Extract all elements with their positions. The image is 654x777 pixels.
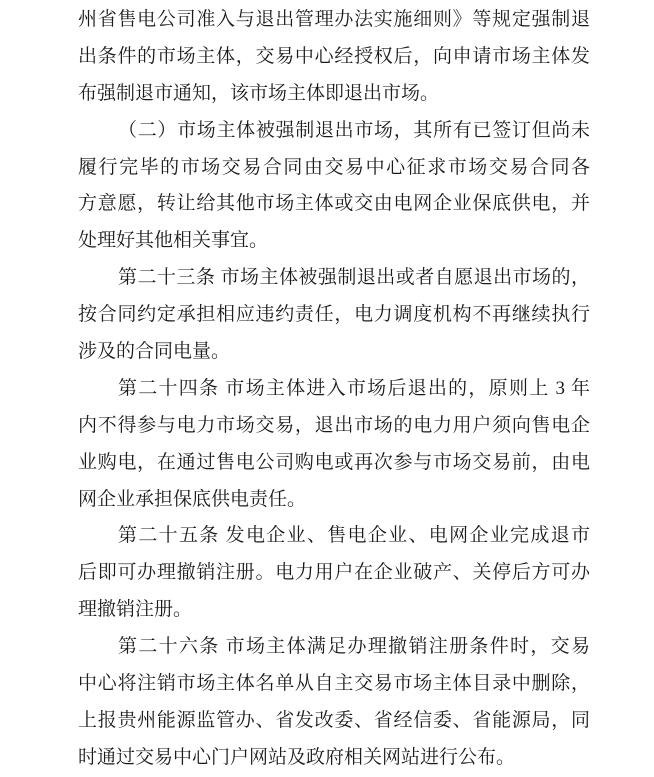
text-line: 第二十四条 市场主体进入市场后退出的，原则上 3 年 [118, 377, 590, 399]
para-article-24 [78, 371, 590, 519]
text-line: 上报贵州能源监管办、省发改委、省经信委、省能源局，同 [78, 709, 590, 731]
text-line: 内不得参与电力市场交易，退出市场的电力用户须向售电企 [78, 414, 590, 436]
text-line: 中心将注销市场主体名单从自主交易市场主体目录中删除， [78, 673, 590, 695]
text-line: 业购电，在通过售电公司购电或再次参与市场交易前，由电 [78, 451, 590, 473]
text-line: 第二十六条 市场主体满足办理撤销注册条件时，交易 [118, 636, 590, 658]
text-line: 第二十五条 发电企业、售电企业、电网企业完成退市 [118, 525, 590, 547]
text-line: 按合同约定承担相应违约责任，电力调度机构不再继续执行 [78, 304, 590, 326]
text-line: 处理好其他相关事宜。 [78, 230, 269, 252]
text-line: 后即可办理撤销注册。电力用户在企业破产、关停后方可办 [78, 562, 590, 584]
text-line: 州省售电公司准入与退出管理办法实施细则》等规定强制退 [78, 9, 590, 30]
para-continued-clause [78, 2, 590, 113]
text-line: 理撤销注册。 [78, 599, 193, 621]
text-line: 布强制退市通知，该市场主体即退出市场。 [78, 82, 440, 104]
text-line: 出条件的市场主体，交易中心经授权后，向申请市场主体发 [78, 45, 590, 67]
para-article-25 [78, 518, 590, 629]
text-line: 涉及的合同电量。 [78, 341, 231, 363]
para-article-23 [78, 260, 590, 371]
text-line: 网企业承担保底供电责任。 [78, 488, 307, 510]
para-article-26 [78, 629, 590, 777]
text-line: 第二十三条 市场主体被强制退出或者自愿退出市场的， [118, 267, 590, 289]
text-line: （二）市场主体被强制退出市场，其所有已签订但尚未 [118, 119, 590, 141]
text-line: 时通过交易中心门户网站及政府相关网站进行公布。 [78, 746, 516, 768]
text-line: 履行完毕的市场交易合同由交易中心征求市场交易合同各 [78, 156, 590, 178]
text-line: 方意愿，转让给其他市场主体或交由电网企业保底供电，并 [78, 193, 590, 215]
document-text [78, 2, 590, 777]
para-item-2 [78, 113, 590, 261]
